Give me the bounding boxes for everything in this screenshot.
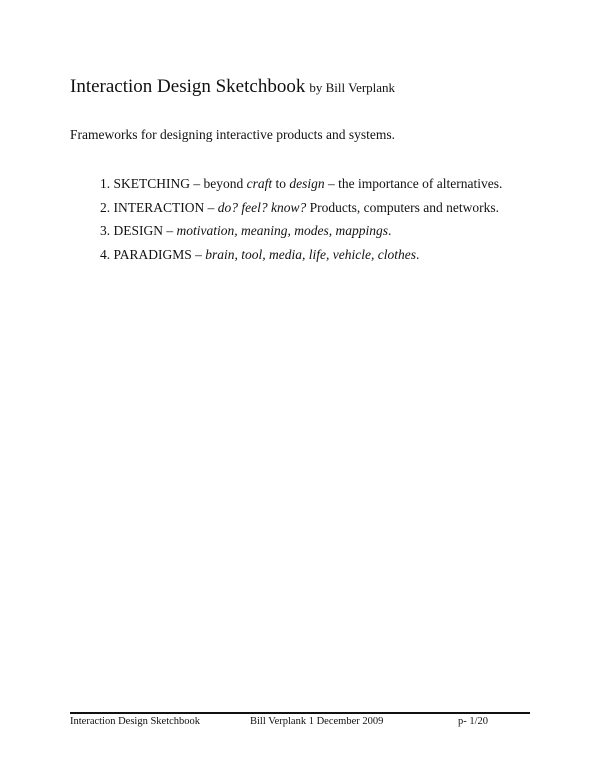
list-item-label: SKETCHING bbox=[113, 176, 190, 191]
list-item-text: . bbox=[415, 246, 420, 262]
footer-document-title: Interaction Design Sketchbook bbox=[70, 716, 201, 727]
list-item-text: – beyond bbox=[190, 176, 247, 191]
document-title: Interaction Design Sketchbook bbox=[70, 76, 306, 97]
list-item-number: 4. bbox=[100, 246, 111, 262]
list-item-text: brain, tool, media, life, vehicle, clothes bbox=[205, 246, 416, 262]
list-item-text: to bbox=[272, 176, 290, 191]
list-item-label: PARADIGMS bbox=[113, 246, 192, 262]
footer-divider bbox=[70, 712, 530, 714]
list-item-text: – the importance of alternatives. bbox=[324, 176, 503, 191]
list-item-text: . bbox=[388, 223, 392, 238]
list-item-text: – bbox=[191, 246, 206, 262]
list-item-label: DESIGN bbox=[113, 223, 163, 238]
intro-text: Frameworks for designing interactive products and systems. bbox=[70, 127, 396, 142]
list-item-text: motivation, meaning, modes, mappings bbox=[176, 223, 388, 238]
author-byline: by Bill Verplank bbox=[309, 80, 396, 95]
list-item-label: INTERACTION bbox=[113, 199, 205, 215]
list-item-text: – bbox=[204, 199, 218, 215]
page-title bbox=[70, 76, 395, 98]
list-item-number: 2. bbox=[100, 199, 111, 215]
list-item bbox=[100, 175, 502, 199]
list-item-text: design bbox=[289, 176, 325, 191]
list-item-number: 3. bbox=[100, 223, 111, 238]
list-item-text: do? feel? know? bbox=[217, 199, 307, 215]
footer-page-number: p- 1/20 bbox=[458, 716, 489, 727]
footer-author-date: Bill Verplank 1 December 2009 bbox=[250, 716, 384, 727]
topic-list bbox=[100, 175, 502, 269]
list-item-number: 1. bbox=[100, 176, 111, 191]
list-item-text: Products, computers and networks. bbox=[306, 199, 499, 215]
list-item bbox=[100, 246, 502, 270]
list-item bbox=[100, 222, 502, 246]
list-item-text: craft bbox=[246, 176, 273, 191]
list-item bbox=[100, 199, 502, 223]
list-item-text: – bbox=[163, 223, 177, 238]
